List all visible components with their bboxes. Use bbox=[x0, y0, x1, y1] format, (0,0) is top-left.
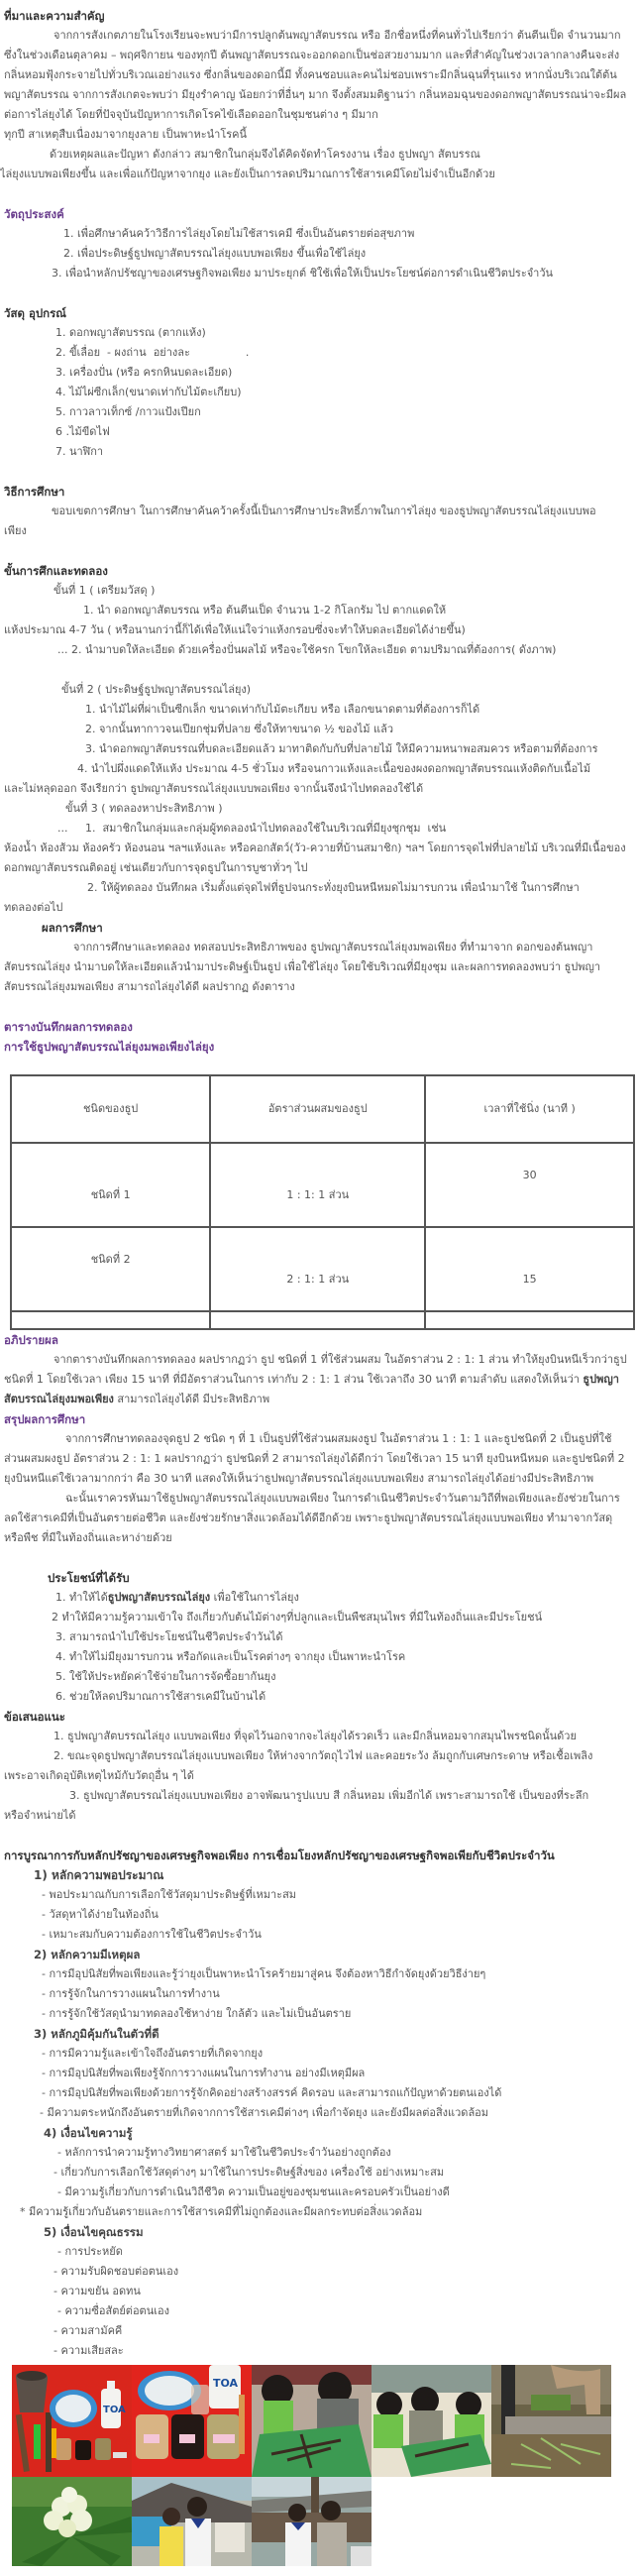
materials-heading: วัสดุ อุปกรณ์ bbox=[4, 306, 66, 320]
principle-item: - ความเสียสละ bbox=[53, 2344, 124, 2357]
step-2-item-4-wrap: และไม่หลุดออก จึงเรียกว่า ธูปพญาสัตบรรณไล่ยุงแบบพอเพียง จากนั้นจึงนำไปทดลองใช้ได้ bbox=[4, 782, 424, 795]
cell-ratio: 1 : 1: 1 ส่วน bbox=[210, 1143, 425, 1227]
suggestion-item: 1. ธูปพญาสัตบรรณไล่ยุง แบบพอเพียง ที่จุดไว้นอกจากจะไล่ยุงได้รวดเร็ว และมีกลิ่นหอมจากสมุนไพรชนิดนั้นด้วย bbox=[53, 1730, 577, 1742]
principle-title: 2) หลักความมีเหตุผล bbox=[34, 1948, 141, 1961]
header-incense-type: ชนิดของธูป bbox=[11, 1075, 210, 1143]
principle-item: - พอประมาณกับการเลือกใช้วัสดุมาประดิษฐ์ที่เหมาะสม bbox=[42, 1888, 297, 1901]
photo-flower[interactable] bbox=[12, 2477, 132, 2566]
benefit-item: 4. ทำให้ไม่มียุงมารบกวน หรือกัดและเป็นโรคต่างๆ จากยุง เป็นพาหะนำโรค bbox=[55, 1650, 406, 1663]
material-item: 5. กาวลาวเท็กซ์ /กาวแป้งเปียก bbox=[55, 405, 201, 418]
step-1-item-1-wrap: แห้งประมาณ 4-7 วัน ( หรือนานกว่านี้ก็ได้เพื่อให้แน่ใจว่าแห้งกรอบซึ่งจะทำให้บดละเอียดได้ง่ายขึ้น) bbox=[4, 623, 466, 636]
benefit-item: 2 ทำให้มีความรู้ความเข้าใจ ถึงเกี่ยวกับต้นไม้ต่างๆที่ปลูกและเป็นพืชสมุนไพร ที่มีในท้องถิ่นและมีประโยชน์ bbox=[52, 1611, 543, 1624]
principle-item: - ความรับผิดชอบต่อตนเอง bbox=[53, 2265, 179, 2278]
material-item: 7. นาฬิกา bbox=[55, 445, 104, 458]
benefit-bold-text: ธูปพญาสัตบรรณไล่ยุง bbox=[107, 1591, 211, 1604]
flower-image-icon bbox=[12, 2477, 132, 2566]
suggestion-item: 2. ขณะจุดธูปพญาสัตบรรณไล่ยุงแบบพอเพียง ให้ห่างจากวัตถุไวไฟ และคอยระวัง ล้มถูกกับเศษกระดาษ หรือเชื้อเพลิง bbox=[53, 1749, 593, 1762]
material-item: 1. ดอกพญาสัตบรรณ (ตากแห้ง) bbox=[55, 326, 206, 339]
cell-time: 15 bbox=[425, 1227, 634, 1311]
step-1-item-2: ... 2. นำมาบดให้ละเอียด ด้วยเครื่องปั่นผลไม้ หรือจะใช้ครก โขกให้ละเอียด ตามปริมาณที่ต้องการ( ดังภาพ) bbox=[57, 643, 557, 656]
suggestion-item: 3. ธูปพญาสัตบรรณไล่ยุงแบบพอเพียง อาจพัฒนารูปแบบ สี กลิ่นหอม เพิ่มอีกได้ เพราะสามารถใช้ เป็นของที่ระลึก bbox=[69, 1789, 589, 1802]
principle-item: - เหมาะสมกับความต้องการใช้ในชีวิตประจำวัน bbox=[42, 1928, 262, 1941]
photo-students-making-2[interactable] bbox=[372, 2365, 491, 2477]
principle-title: 1) หลักความพอประมาณ bbox=[34, 1868, 164, 1882]
principle-title: 3) หลักภูมิคุ้มกันในตัวที่ดี bbox=[34, 2027, 159, 2041]
background-section bbox=[0, 6, 631, 184]
svg-text:TOA: TOA bbox=[213, 2377, 239, 2390]
cell-time: 30 bbox=[425, 1143, 634, 1227]
principle-item: - ความขยัน อดทน bbox=[53, 2285, 141, 2297]
step-3-title: ขั้นที่ 3 ( ทดลองหาประสิทธิภาพ ) bbox=[65, 802, 223, 815]
results-heading: ผลการศึกษา bbox=[42, 921, 103, 935]
photo-cattle-pen[interactable] bbox=[491, 2365, 611, 2477]
discussion-text-end: สามารถไล่ยุงได้ดี มีประสิทธิภาพ bbox=[113, 1393, 270, 1405]
sufficiency-section bbox=[4, 1846, 631, 2361]
results-table-section bbox=[4, 1017, 631, 1330]
conclusion-paragraph-1: จากการศึกษาทดลองจุดธูป 2 ชนิด ๆ ที่ 1 เป็นธูปที่ใช้ส่วนผสมผงธูป ในอัตราส่วน 1 : 1: 1 และธูปชนิดที่ 2 เป็นธูปที่ใช้ส่วนผสมผงธูป อัตราส่วน 2 : 1: 1 ผลปรากฏว่า ธูปชนิดที่ 2 สามารถไล่ยุงได้ดีกว่า โดยใช้เวลา 15 นาที ยุงบินหนีหมด และธูปชนิดที่ 2 ยุงบินหนีแต่ใช้เวลามากกว่า คือ 30 นาที แสดงให้เห็นว่าธูปพญาสัตบรรณไล่ยุงแบบพอเพียง สามารถไล่ยุงได้อย่างมีประสิทธิภาพ bbox=[4, 1432, 625, 1485]
principle-title: 5) เงื่อนไขคุณธรรม bbox=[44, 2225, 144, 2239]
cell-type: ชนิดที่ 2 bbox=[11, 1227, 210, 1311]
step-3-item-1-wrap: ห้องน้ำ ห้องส้วม ห้องครัว ห้องนอน ฯลฯแห้งและ หรือคอกสัตว์(วัว-ควายที่บ้านสมาชิก) ฯลฯ โดยการจุดไฟที่ปลายไม้ บริเวณที่มีเนื้อของดอกพญาสัตบรรณติดอยู่ เช่นเดียวกับการจุดธูปในการบูชาทั่วๆ ไป bbox=[4, 841, 626, 874]
step-1-title: ขั้นที่ 1 ( เตรียมวัสดุ ) bbox=[53, 584, 156, 597]
step-2-item: 4. นำไปผึ่งแดดให้แห้ง ประมาณ 4-5 ชั่วโมง หรือจนกาวแห้งและเนื้อของผงดอกพญาสัตบรรณแห้งติดกับเนื้อไม้ bbox=[77, 762, 591, 775]
background-paragraph-1: จากการสังเกตภายในโรงเรียนจะพบว่ามีการปลูกต้นพญาสัตบรรณ หรือ อีกชื่อหนึ่งที่คนทั่วไปเรียกว่า ต้นตีนเป็ด จำนวนมาก ซึ่งในช่วงเดือนตุลาคม – พฤศจิกายน ของทุกปี ต้นพญาสัตบรรณจะออกดอกเป็นช่อสวยงามมาก และที่สำคัญในช่วงเวลากลางคืนจะส่งกลิ่นหอมฟุ้งกระจายไปทั่วบริเวณเอย่างแรง ซึ่งกลิ่นของดอกนี้มี ทั้งคนชอบและคนไม่ชอบเพราะมีกลิ่นฉุนที่รุนแรง หากนั่งบริเวณใต้ต้นพญาสัตบรรณ จากการสังเกตจะพบว่า มียุงรำคาญ น้อยกว่าที่อื่นๆ มาก จึงตั้งสมมติฐานว่า กลิ่นหอมฉุนของดอกพญาสัตบรรณน่าจะมีผลต่อการไล่ยุงได้ โดยที่ปัจจุบันปัญหาการเกิดโรคไข้เลือดออกในชุมชนต่าง ๆ มีมาก bbox=[4, 29, 627, 121]
suggestions-section bbox=[4, 1707, 631, 1826]
objective-item: 1. เพื่อศึกษาค้นคว้าวิธีการไล่ยุงโดยไม่ใช้สารเคมี ซึ่งเป็นอันตรายต่อสุขภาพ bbox=[63, 227, 415, 240]
benefit-item: 6. ช่วยให้ลดปริมาณการใช้สารเคมีในบ้านได้ bbox=[55, 1690, 266, 1703]
materials-section bbox=[4, 303, 631, 462]
principle-item: - การมีอุปนิสัยที่พอเพียงรู้จักการวางแผนในการทำงาน อย่างมีเหตุมีผล bbox=[42, 2067, 366, 2079]
materials-image-icon bbox=[12, 2365, 132, 2477]
suggestion-item-wrap: หรือจำหน่ายได้ bbox=[4, 1809, 76, 1822]
method-paragraph-wrap: เพียง bbox=[4, 524, 27, 537]
benefits-section bbox=[4, 1568, 631, 1707]
benefit-item: 1. ทำให้ได้ธูปพญาสัตบรรณไล่ยุง เพื่อใช้ในการไล่ยุง bbox=[55, 1591, 299, 1604]
principle-item: - วัสดุหาได้ง่ายในท้องถิ่น bbox=[42, 1908, 159, 1921]
background-paragraph-3: ด้วยเหตุผลและปัญหา ดังกล่าว สมาชิกในกลุ่มจึงได้คิดจัดทำโครงงาน เรื่อง ธูปพญา สัตบรรณ bbox=[50, 148, 480, 161]
material-item: 6 .ไม้ขีดไฟ bbox=[55, 425, 110, 438]
method-heading: วิธีการศึกษา bbox=[4, 485, 65, 499]
step-3-item-2-wrap: ทดลองต่อไป bbox=[4, 901, 63, 914]
people-image-icon bbox=[252, 2477, 372, 2566]
photo-students-making-1[interactable] bbox=[252, 2365, 372, 2477]
discussion-bold-text: ธูปพญาสัตบรรณไล่ยุงมพอเพียง bbox=[4, 1373, 619, 1405]
principle-item: - การรู้จักใช้วัสดุนำมาทดลองใช้หาง่าย ใกล้ตัว และไม่เป็นอันตราย bbox=[42, 2007, 352, 2020]
background-paragraph-2: ทุกปี สาเหตุสืบเนื่องมาจากยุงลาย เป็นพาหะนำโรคนี้ bbox=[4, 128, 248, 141]
objectives-section bbox=[4, 204, 631, 283]
conclusion-section bbox=[4, 1409, 631, 1548]
material-item: 4. ไม้ไผ่ซีกเล็ก(ขนาดเท่ากับไม้ตะเกียบ) bbox=[55, 386, 242, 398]
ingredients-image-icon bbox=[132, 2365, 252, 2477]
header-time-minutes: เวลาที่ใช้นิ่ง (นาที ) bbox=[425, 1075, 634, 1143]
suggestions-heading: ข้อเสนอแนะ bbox=[4, 1710, 65, 1724]
principle-item: - การประหยัด bbox=[57, 2245, 123, 2258]
results-section bbox=[4, 918, 631, 997]
cattle-pen-image-icon bbox=[491, 2365, 611, 2477]
principle-item: - เกี่ยวกับการเลือกใช้วัสดุต่างๆ มาใช้ในการประดิษฐ์สิ่งของ เครื่องใช้ อย่างเหมาะสม bbox=[53, 2166, 445, 2179]
method-section bbox=[4, 482, 631, 541]
step-1-item-1: 1. นำ ดอกพญาสัตบรรณ หรือ ต้นตีนเป็ด จำนวน 1-2 กิโลกรัม ไป ตากแดดให้ bbox=[83, 604, 447, 616]
table-subtitle: การใช้ธูปพญาสัตบรรณไล่ยุงมพอเพียงไล่ยุง bbox=[4, 1040, 215, 1054]
suggestion-item-wrap: เพระอาจเกิดอุบัติเหตุไหม้กับวัตถุอื่น ๆ ได้ bbox=[4, 1769, 194, 1782]
header-mix-ratio: อัตราส่วนผสมของธูป bbox=[210, 1075, 425, 1143]
principle-title: 4) เงื่อนไขความรู้ bbox=[44, 2126, 133, 2140]
results-paragraph: จากการศึกษาและทดลอง ทดสอบประสิทธิภาพของ ธูปพญาสัตบรรณไล่ยุงมพอเพียง ที่ทำมาจาก ดอกของต้นพญาสัตบรรณไล่ยุง นำมาบดให้ละเอียดแล้วนำมาประดิษฐ์เป็นธูป เพื่อใช้ไล่ยุง โดยใช้บริเวณที่มียุงชุม และผลการทดลองพบว่า ธูปพญาสัตบรรณไล่ยุงมพอเพียง สามารถไล่ยุงได้ดี ผลปรากฏ ดังตาราง bbox=[4, 941, 601, 993]
discussion-heading: อภิปรายผล bbox=[4, 1333, 58, 1347]
photo-gallery bbox=[12, 2365, 631, 2566]
students-image-icon bbox=[372, 2365, 491, 2477]
procedure-heading: ขั้นการศึกและทดลอง bbox=[4, 564, 108, 578]
material-item: 3. เครื่องปั่น (หรือ ครกหินบดละเอียด) bbox=[55, 366, 233, 379]
benefit-item: 5. ใช้ให้ประหยัดค่าใช้จ่ายในการจัดซื้อยากันยุง bbox=[55, 1670, 276, 1683]
table-row bbox=[11, 1227, 634, 1311]
sufficiency-note: * มีความรู้เกี่ยวกับอันตรายและการใช้สารเคมีที่ไม่ถูกต้องและมีผลกระทบต่อสิ่งแวดล้อม bbox=[20, 2205, 423, 2218]
step-2-item: 2. จากนั้นทากาวจนเปียกชุ่มที่ปลาย ซึ่งให้ทาขนาด ½ ของไม้ แล้ว bbox=[85, 723, 394, 735]
principle-item: - การมีอุปนิสัยที่พอเพียงและรู้ว่ายุงเป็นพาหะนำโรคร้ายมาสู่คน จึงต้องหาวิธีกำจัดยุงด้วยวิธีง่ายๆ bbox=[42, 1967, 486, 1980]
cell-type: ชนิดที่ 1 bbox=[11, 1143, 210, 1227]
results-table bbox=[10, 1074, 635, 1330]
benefits-heading: ประโยชน์ที่ได้รับ bbox=[48, 1571, 130, 1585]
conclusion-paragraph-2: ฉะนั้นเราควรหันมาใช้ธูปพญาสัตบรรณไล่ยุงแบบพอเพียง ในการดำเนินชีวิตประจำวันตามวิถีที่พอเพียงและยังช่วยในการลดใช้สารเคมีที่เป็นอันตรายต่อชีวิต และยังช่วยรักษาสิ่งแวดล้อมได้ดีอีกด้วย เพราะธูปพญาสัตบรรณไล่ยุงแบบพอเพียง ทำมาจากวัสดุหรือพืช ที่มีในท้องถิ่นและหาง่ายด้วย bbox=[4, 1492, 620, 1544]
principle-item: - หลักการนำความรู้ทางวิทยาศาสตร์ มาใช้ในชีวิตประจำวันอย่างถูกต้อง bbox=[57, 2146, 391, 2159]
principle-item: - การมีความรู้และเข้าใจถึงอันตรายที่เกิดจากยุง bbox=[42, 2047, 264, 2060]
sufficiency-heading: การบูรณาการกับหลักปรัชญาของเศรษฐกิจพอเพียง การเชื่อมโยงหลักปรัชญาของเศรษฐกิจพอเพียกับชีวิตประจำวัน bbox=[4, 1848, 555, 1862]
background-paragraph-4: ไล่ยุงแบบพอเพียงขึ้น และเพื่อแก้ปัญหาจากยุง และยังเป็นการลดปริมาณการใช้สารเคมีโดยไม่จำเป็นอีกด้วย bbox=[0, 168, 495, 180]
step-3-item-2: 2. ให้ผู้ทดลอง บันทึกผล เริ่มตั้งแต่จุดไฟที่ธูปจนกระทั่งยุงบินหนีหมดไม่มารบกวน เพื่อนำมาใช้ ในการศึกษา bbox=[87, 881, 580, 894]
method-paragraph: ขอบเขตการศึกษา ในการศึกษาค้นคว้าครั้งนี้เป็นการศึกษาประสิทธิ์ภาพในการไล่ยุง ของธูปพญาสัตบรรณไล่ยุงแบบพอ bbox=[52, 504, 596, 517]
principle-item: - ความซื่อสัตย์ต่อตนเอง bbox=[57, 2304, 169, 2317]
cell-ratio: 2 : 1: 1 ส่วน bbox=[210, 1227, 425, 1311]
background-heading: ที่มาและความสำคัญ bbox=[4, 9, 105, 23]
benefit-item: 3. สามารถนำไปใช้ประโยชน์ในชีวิตประจำวันได้ bbox=[55, 1630, 283, 1643]
people-image-icon bbox=[132, 2477, 252, 2566]
objective-item: 2. เพื่อประดิษฐ์ธูปพญาสัตบรรณไล่ยุงแบบพอเพียง ขึ้นเพื่อใช้ไล่ยุง bbox=[63, 247, 367, 260]
photo-villager-1[interactable] bbox=[132, 2477, 252, 2566]
step-2-item: 1. นำไม้ไผ่ที่ผ่าเป็นซีกเล็ก ขนาดเท่ากับไม้ตะเกียบ หรือ เลือกขนาดตามที่ต้องการก็ได้ bbox=[85, 703, 480, 716]
table-header-row bbox=[11, 1075, 634, 1143]
step-2-item: 3. นำดอกพญาสัตบรรณที่บดละเอียดแล้ว มาทาติดกับกับที่ปลายไม้ ให้มีความหนาพอสมควร หรือตามที่ต้องการ bbox=[85, 742, 598, 755]
principle-item: - การมีอุปนิสัยที่พอเพียงด้วยการรู้จักคิดอย่างสร้างสรรค์ คิดรอบ และสามารถแก้ปัญหาด้วยตนเองได้ bbox=[42, 2086, 502, 2099]
principle-item: - มีความรู้เกี่ยวกับการดำเนินวิถีชีวิต ความเป็นอยู่ของชุมชนและครอบครัวเป็นอย่างดี bbox=[57, 2185, 450, 2198]
principle-item: - มีความตระหนักถึงอันตรายที่เกิดจากการใช้สารเคมีต่างๆ เพื่อกำจัดยุง และยังมีผลต่อสิ่งแวดล้อม bbox=[40, 2106, 489, 2119]
discussion-text: จากตารางบันทึกผลการทดลอง ผลปรากฏว่า ธูป ชนิดที่ 1 ที่ใช้ส่วนผสม ในอัตราส่วน 2 : 1: 1 ส่วน ทำให้ยุงบินหนีเร็วกว่าธูป ชนิดที่ 1 โดยใช้เวลา เพียง 15 นาที ที่มีอัตราส่วนในการ เท่ากับ 2 : 1: 1 ส่วน ใช้เวลาถึง 30 นาที ตามลำดับ แสดงให้เห็นว่า bbox=[4, 1353, 627, 1386]
step-2-title: ขั้นที่ 2 ( ประดิษฐ์ธูปพญาสัตบรรณไล่ยุง) bbox=[61, 683, 252, 696]
table-empty-row bbox=[11, 1311, 634, 1329]
discussion-section bbox=[4, 1330, 631, 1409]
table-row bbox=[11, 1143, 634, 1227]
principle-item: - ความสามัคคี bbox=[53, 2324, 123, 2337]
step-3-item-1: ... 1. สมาชิกในกลุ่มและกลุ่มผู้ทดลองนำไปทดลองใช้ในบริเวณที่มียุงชุกชุม เช่น bbox=[57, 822, 447, 835]
conclusion-heading: สรุปผลการศึกษา bbox=[4, 1412, 86, 1426]
material-item: 2. ขี้เลื่อย - ผงถ่าน อย่างละ . bbox=[55, 346, 250, 359]
principle-item: - การรู้จักในการวางแผนในการทำงาน bbox=[42, 1987, 220, 2000]
table-title: ตารางบันทึกผลการทดลอง bbox=[4, 1020, 133, 1034]
svg-text:TOA: TOA bbox=[103, 2405, 126, 2415]
procedure-section bbox=[4, 561, 631, 918]
photo-ingredients[interactable] bbox=[132, 2365, 252, 2477]
objectives-heading: วัตถุประสงค์ bbox=[4, 207, 64, 221]
photo-materials[interactable] bbox=[12, 2365, 132, 2477]
photo-villager-2[interactable] bbox=[252, 2477, 372, 2566]
discussion-paragraph bbox=[4, 1350, 631, 1409]
students-image-icon bbox=[252, 2365, 372, 2477]
objective-item: 3. เพื่อนำหลักปรัชญาของเศรษฐกิจพอเพียง มาประยุกต์ ชิใช้เพื่อให้เป็นประโยชน์ต่อการดำเนินชีวิตประจำวัน bbox=[52, 267, 554, 280]
